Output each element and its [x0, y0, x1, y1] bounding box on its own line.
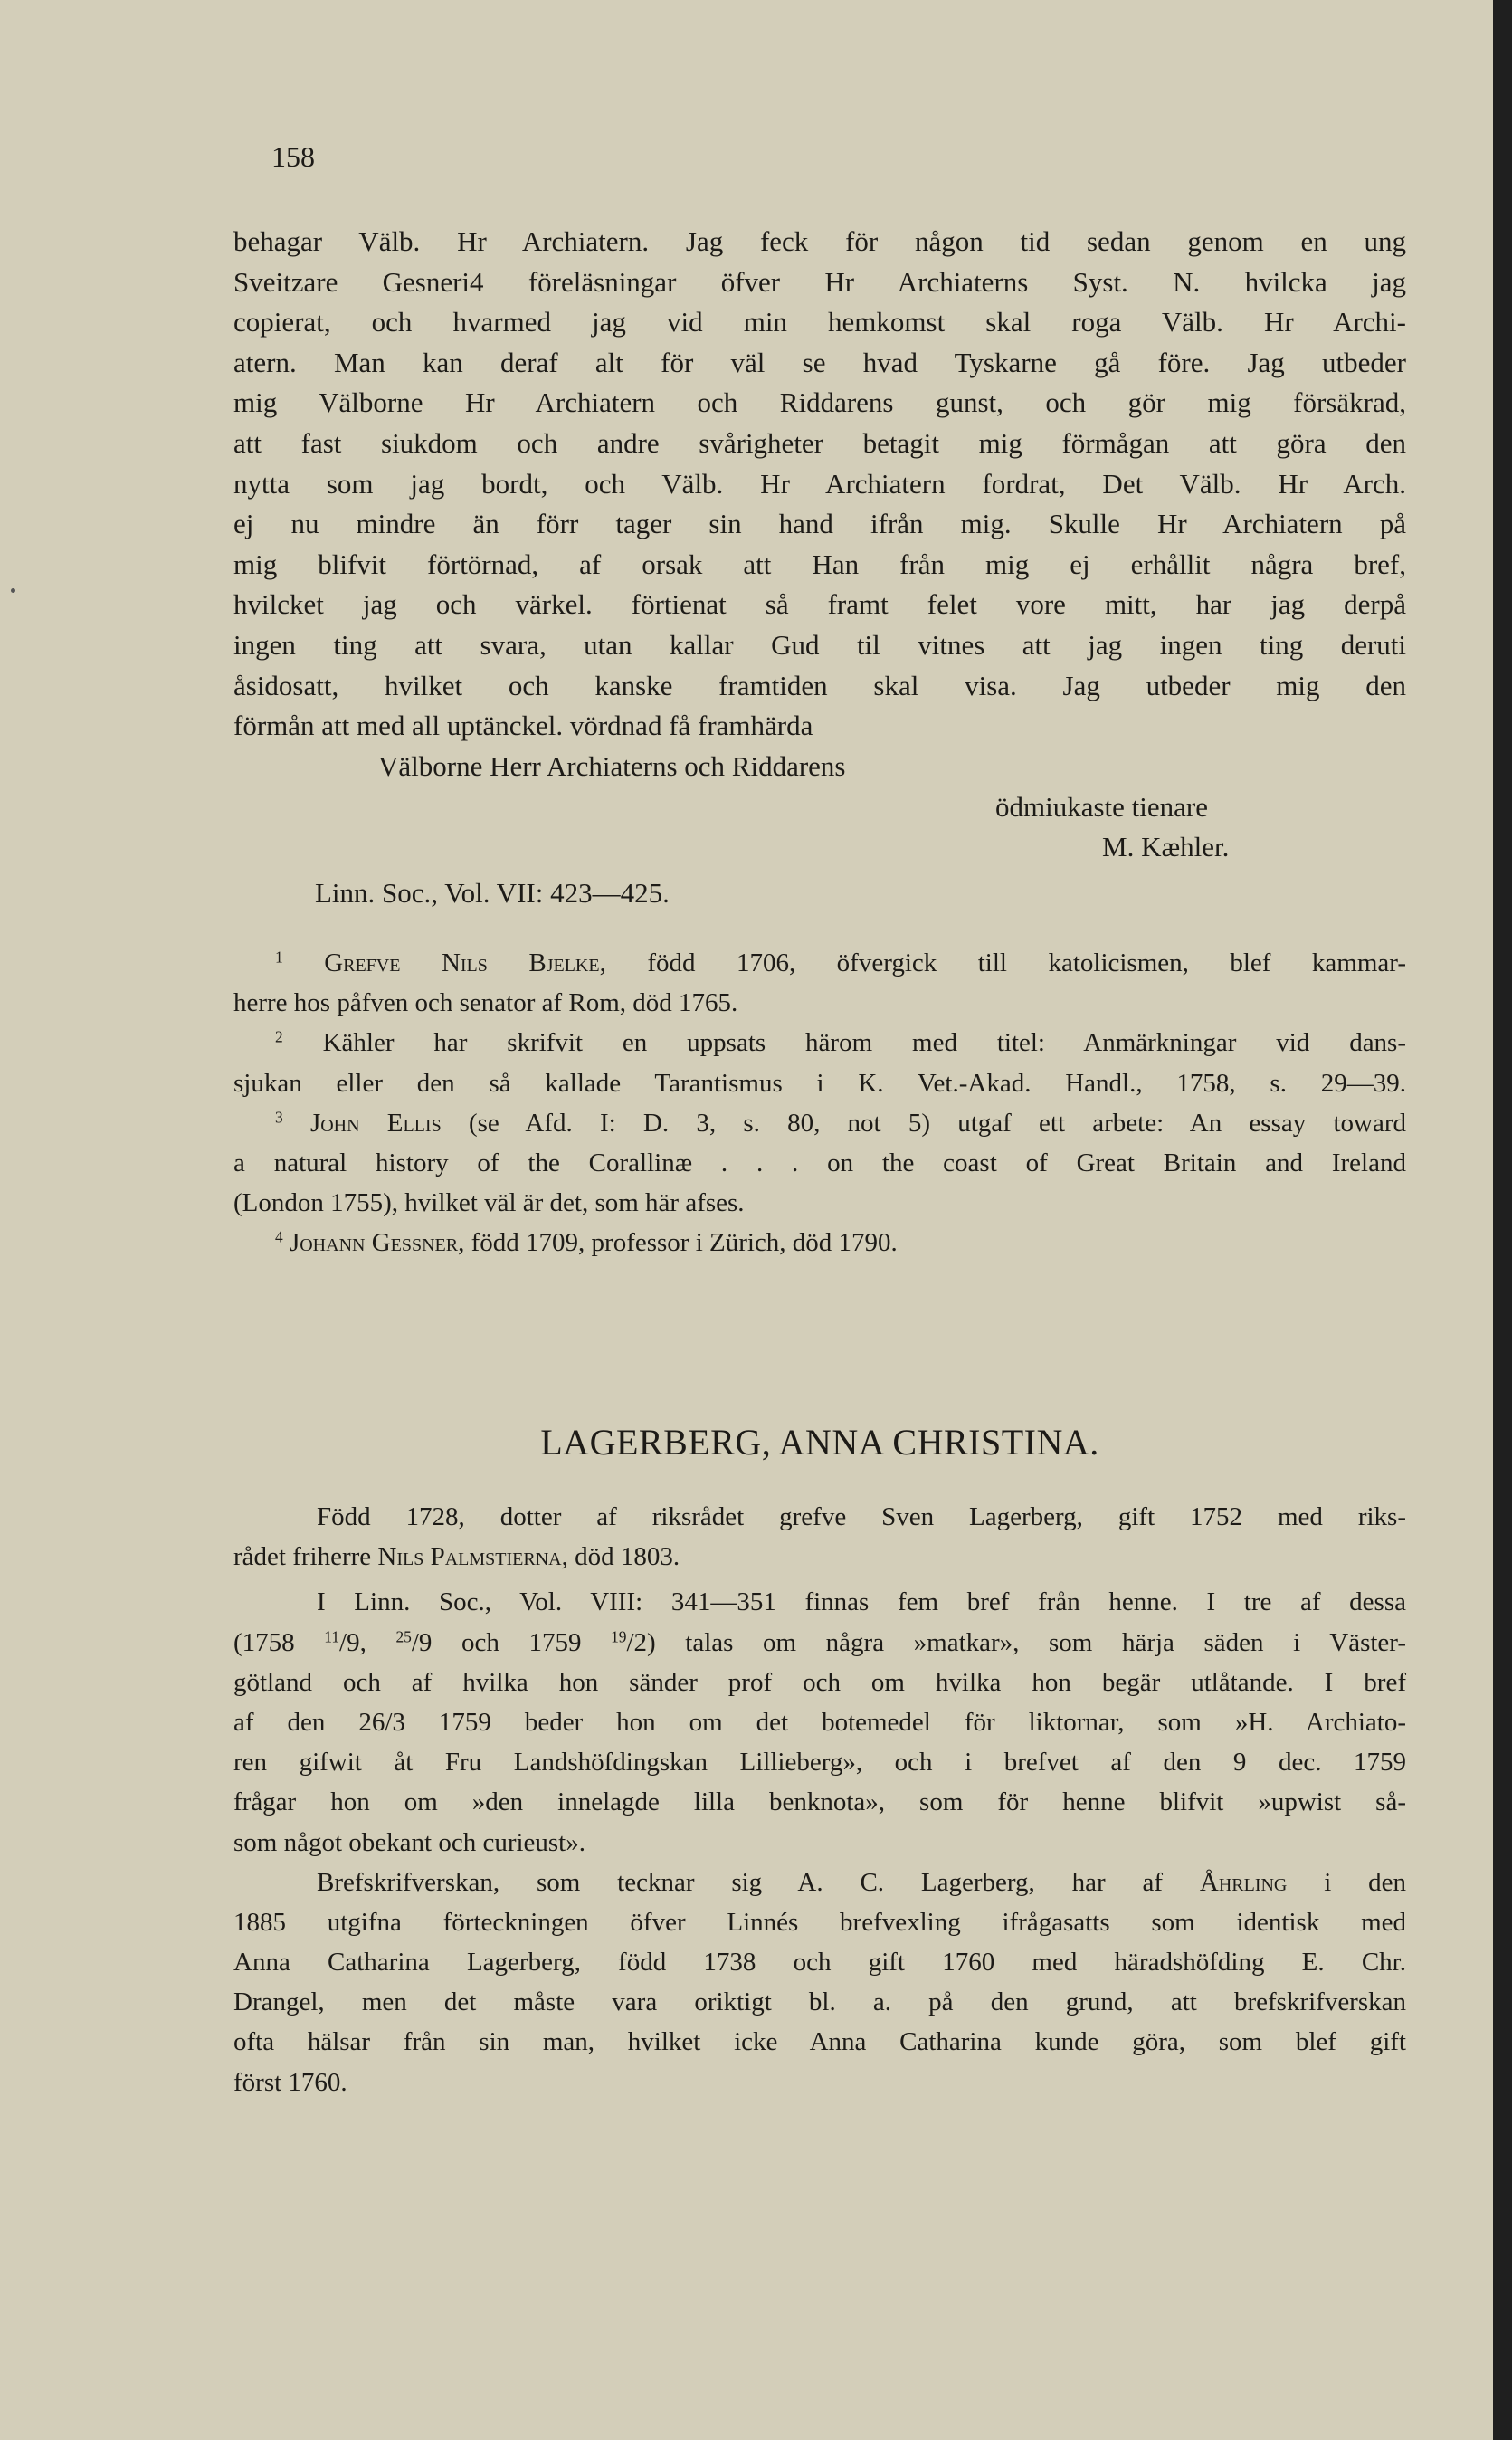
footnote-1-line2: herre hos påfven och senator af Rom, död 1765.: [233, 988, 738, 1018]
letter-signoff: [233, 747, 1406, 913]
ahrling-name: Åhrling: [1199, 1867, 1288, 1897]
para3-line4: Drangel, men det måste vara oriktigt bl. a. på den grund, att brefskrifverskan: [233, 1987, 1406, 2017]
letter-line: Sveitzare Gesneri4 föreläsningar öfver Hr Archiaterns Syst. N. hvilcka jag: [233, 265, 1406, 298]
para3-line5: ofta hälsar från sin man, hvilket icke Anna Catharina kunde göra, som blef gift: [233, 2027, 1406, 2057]
para3-line6: först 1760.: [233, 2067, 347, 2097]
para2-line1: I Linn. Soc., Vol. VIII: 341—351 finnas fem bref från henne. I tre af dessa: [317, 1587, 1406, 1617]
para3-line1: Brefskrifverskan, som tecknar sig A. C. Lagerberg, har af Åhrling i den: [317, 1867, 1407, 1897]
footnote-3-name: John Ellis: [309, 1108, 442, 1138]
para2-line5: ren gifwit åt Fru Landshöfdingskan Lillieberg», och i brefvet af den 9 dec. 1759: [233, 1748, 1406, 1778]
letter-line: copierat, och hvarmed jag vid min hemkomst skal roga Välb. Hr Archi-: [233, 306, 1406, 338]
footnote-3-line3: (London 1755), hvilket väl är det, som här afses.: [233, 1188, 745, 1218]
footnote-4-name: Johann Gessner,: [289, 1228, 465, 1258]
para2-line7: som något obekant och curieust».: [233, 1827, 585, 1857]
para2-line3: götland och af hvilka hon sänder prof och om hvilka hon begär utlåtande. I bref: [233, 1667, 1406, 1697]
letter-line: hvilcket jag och värkel. förtienat så framt felet vore mitt, har jag derpå: [233, 588, 1406, 621]
para3-line3: Anna Catharina Lagerberg, född 1738 och gift 1760 med häradshöfding E. Chr.: [233, 1948, 1406, 1978]
para2-line2: (1758 $^{11}$/9, $^{25}$/9 och 1759 $^{19}$/2) talas om några »matkar», som härja säden i Väster-: [233, 1627, 1407, 1657]
footnotes: [233, 943, 1406, 1263]
letter-source: Linn. Soc., Vol. VII: 423—425.: [315, 876, 670, 909]
letter-line: att fast siukdom och andre svårigheter betagit mig förmågan att göra den: [233, 426, 1406, 459]
footnote-3-line2: a natural history of the Corallinæ . . . on the coast of Great Britain and Ireland: [233, 1148, 1406, 1177]
letter-line: mig Välborne Hr Archiatern och Riddarens gunst, och gör mig försäkrad,: [233, 386, 1406, 419]
letter-body: [233, 222, 1406, 747]
para1-line2: rådet friherre Nils Palmstierna, död 1803.: [233, 1542, 680, 1572]
footnote-3: $^3$ John Ellis (se Afd. I: D. 3, s. 80, not 5) utgaf ett arbete: An essay toward: [275, 1108, 1407, 1138]
letter-line: mig blifvit förtörnad, af orsak att Han från mig ej erhållit några bref,: [233, 548, 1406, 580]
section-body: [233, 1497, 1406, 2102]
para1-line1: Född 1728, dotter af riksrådet grefve Sven Lagerberg, gift 1752 med riks-: [317, 1502, 1406, 1531]
letter-line: åsidosatt, hvilket och kanske framtiden skal visa. Jag utbeder mig den: [233, 669, 1406, 701]
footnote-1: $^1$ Grefve Nils Bjelke, född 1706, öfvergick till katolicismen, blef kammar-: [275, 948, 1407, 977]
letter-line: behagar Välb. Hr Archiatern. Jag feck för någon tid sedan genom en ung: [233, 225, 1406, 257]
palmstierna-name: Nils Palmstierna,: [377, 1542, 568, 1572]
para3-line2: 1885 utgifna förteckningen öfver Linnés brefvexling ifrågasatts som identisk med: [233, 1907, 1406, 1937]
page-edge-shadow: [1493, 0, 1512, 2440]
letter-line: ingen ting att svara, utan kallar Gud til vitnes att jag ingen ting deruti: [233, 628, 1406, 661]
letter-closing: Välborne Herr Archiaterns och Riddarens: [378, 750, 846, 782]
signature-title: ödmiukaste tienare: [995, 790, 1208, 823]
letter-line: ej nu mindre än förr tager sin hand ifrån mig. Skulle Hr Archiatern på: [233, 508, 1406, 540]
footnote-1-name: Grefve Nils Bjelke,: [324, 948, 606, 977]
signature-name: M. Kæhler.: [1102, 831, 1230, 863]
footnote-2: $^2$ Kähler har skrifvit en uppsats härom med titel: Anmärkningar vid dans-: [275, 1027, 1407, 1058]
letter-line: nytta som jag bordt, och Välb. Hr Archiatern fordrat, Det Välb. Hr Arch.: [233, 467, 1406, 500]
margin-speck: [11, 588, 15, 593]
footnote-2-line2: sjukan eller den så kallade Tarantismus i K. Vet.-Akad. Handl., 1758, s. 29—39.: [233, 1068, 1406, 1098]
page-number: 158: [271, 140, 315, 173]
letter-line: förmån att med all uptänckel. vördnad få framhärda: [233, 710, 813, 742]
para2-line4: af den 26/3 1759 beder hon om det botemedel för liktornar, som »H. Archiato-: [233, 1707, 1406, 1737]
footnote-4: $^4$ Johann Gessner, född 1709, professor i Zürich, död 1790.: [275, 1227, 898, 1258]
section-heading: LAGERBERG, ANNA CHRISTINA.: [540, 1422, 1099, 1463]
letter-line: atern. Man kan deraf alt för väl se hvad Tyskarne gå före. Jag utbeder: [233, 346, 1406, 378]
para2-line6: frågar hon om »den innelagde lilla benknota», som för henne blifvit »upwist så-: [233, 1787, 1406, 1817]
